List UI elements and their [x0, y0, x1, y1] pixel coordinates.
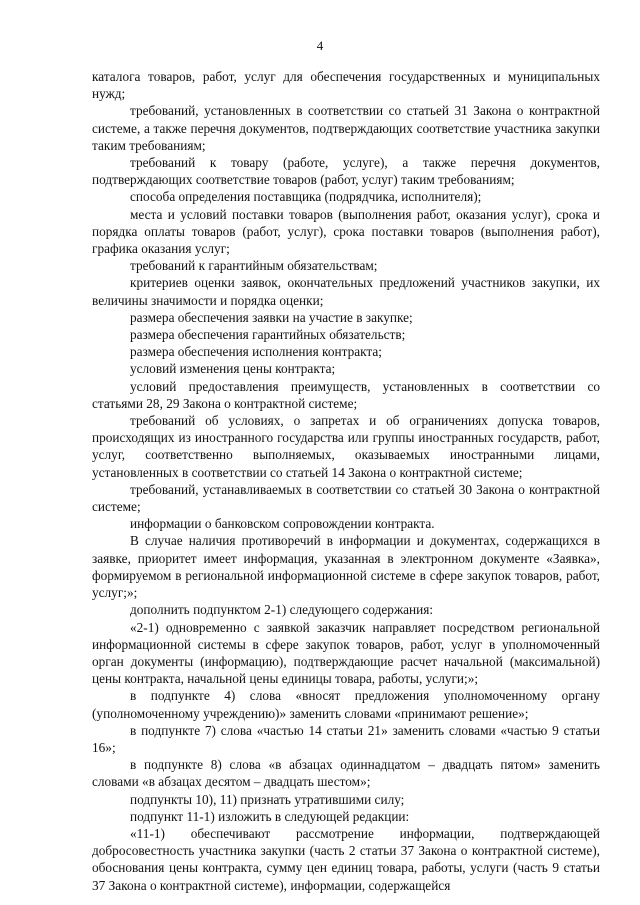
paragraph: подпункт 11-1) изложить в следующей редакции:: [130, 808, 410, 824]
paragraph: условий изменения цены контракта;: [130, 361, 336, 377]
paragraph: в подпункте 4) слова «вносят предложения уполномоченному органу (уполномоченному учреждению)» заменить словами «принимают решение»;: [92, 688, 600, 721]
paragraph: в подпункте 8) слова «в абзацах одиннадцатом – двадцать пятом» заменить словами «в абзацах десятом – двадцать шестом»;: [92, 757, 600, 790]
page-number: 4: [316, 38, 324, 53]
paragraph: размера обеспечения исполнения контракта;: [130, 344, 382, 360]
paragraph: условий предоставления преимуществ, установленных в соответствии со статьями 28, 29 Закона о контрактной системе;: [92, 378, 600, 411]
paragraph: требований к гарантийным обязательствам;: [130, 258, 378, 274]
paragraph: размера обеспечения заявки на участие в закупке;: [130, 309, 413, 325]
paragraph: способа определения поставщика (подрядчика, исполнителя);: [130, 189, 482, 205]
paragraph: каталога товаров, работ, услуг для обеспечения государственных и муниципальных нужд;: [92, 69, 600, 102]
paragraph: требований об условиях, о запретах и об ограничениях допуска товаров, происходящих из иностранного государства или группы иностранных государств, работ, услуг, соответственно выполняемых, оказываемых иностранными лицами, установленных в соответствии со статьей 14 Закона о контрактной системе;: [92, 413, 600, 480]
document-body: [92, 68, 600, 894]
paragraph: дополнить подпунктом 2-1) следующего содержания:: [130, 602, 434, 618]
paragraph: подпункты 10), 11) признать утратившими силу;: [130, 791, 405, 807]
paragraph: информации о банковском сопровождении контракта.: [130, 516, 435, 532]
paragraph: требований к товару (работе, услуге), а также перечня документов, подтверждающих соответствие товаров (работ, услуг) таким требованиям;: [92, 155, 600, 188]
paragraph: критериев оценки заявок, окончательных предложений участников закупки, их величины значимости и порядка оценки;: [92, 275, 600, 308]
paragraph: требований, установленных в соответствии со статьей 31 Закона о контрактной системе, а также перечня документов, подтверждающих соответствие участника закупки таким требованиям;: [92, 103, 600, 153]
paragraph: в подпункте 7) слова «частью 14 статьи 21» заменить словами «частью 9 статьи 16»;: [92, 722, 600, 755]
paragraph: размера обеспечения гарантийных обязательств;: [130, 327, 406, 343]
paragraph: В случае наличия противоречий в информации и документах, содержащихся в заявке, приоритет имеет информация, указанная в электронном документе «Заявка», формируемом в региональной информационной системе в сфере закупок товаров, работ, услуг;»;: [92, 533, 600, 601]
paragraph: требований, устанавливаемых в соответствии со статьей 30 Закона о контрактной системе;: [92, 481, 600, 515]
paragraph: места и условий поставки товаров (выполнения работ, оказания услуг), срока и порядка оплаты товаров (работ, услуг), срока поставки товаров (выполнения работ), графика оказания услуг;: [92, 206, 600, 257]
paragraph: «2-1) одновременно с заявкой заказчик направляет посредством региональной информационной системы в сфере закупок товаров, работ, услуг в уполномоченный орган документы (информацию), подтверждающие расчет начальной (максимальной) цены контракта, начальной цены единицы товара, работы, услуги;»;: [92, 619, 600, 687]
paragraph: «11-1) обеспечивают рассмотрение информации, подтверждающей добросовестность участника закупки (часть 2 статьи 37 Закона о контрактной системе), обоснования цены контракта, сумму цен единиц товара, работы, услуги (часть 9 статьи 37 Закона о контрактной системе), информации, содержащейся: [92, 825, 600, 893]
